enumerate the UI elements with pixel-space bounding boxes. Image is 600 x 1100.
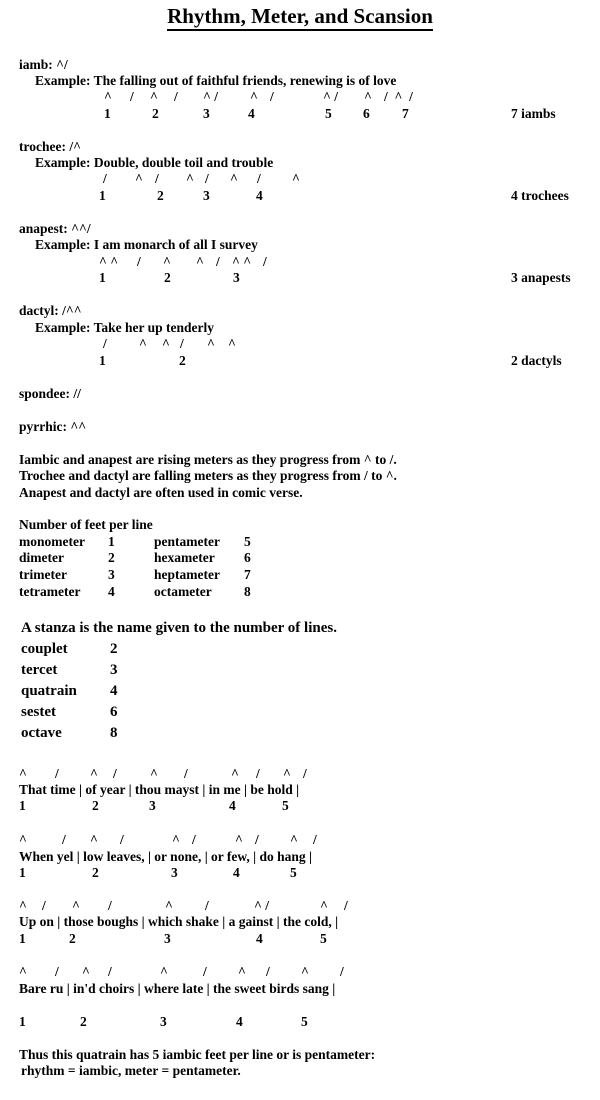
foot-number: 2 [80, 1014, 87, 1029]
foot-number: 3 [171, 865, 178, 880]
stress-mark: ^ [150, 766, 158, 781]
page-title-text: Rhythm, Meter, and Scansion [167, 4, 433, 31]
stress-mark: ^ [231, 766, 239, 781]
conclusion-line-2: rhythm = iambic, meter = pentameter. [21, 1063, 241, 1078]
meter-feet-count: 3 [108, 567, 115, 582]
foot-number: 2 [92, 865, 99, 880]
dactyl-example: Example: Take her up tenderly [35, 320, 215, 335]
stress-mark: / [256, 766, 260, 781]
stress-mark: / [55, 964, 59, 979]
foot-number: 1 [99, 353, 106, 368]
stress-mark: ^ [320, 898, 328, 913]
stress-mark: ^ [186, 171, 194, 186]
foot-number: 1 [104, 106, 111, 121]
foot-number: 3 [203, 188, 210, 203]
stress-mark: ^ [250, 89, 258, 104]
stress-mark: / [103, 171, 107, 186]
foot-number: 2 [157, 188, 164, 203]
page-title [0, 4, 600, 31]
foot-number: 4 [236, 1014, 243, 1029]
foot-number: 1 [19, 931, 26, 946]
note-comic-verse: Anapest and dactyl are often used in comic verse. [19, 485, 303, 500]
dactyl-definition: dactyl: /^^ [19, 303, 82, 318]
stress-mark: / [108, 964, 112, 979]
stress-mark: / [184, 766, 188, 781]
stress-mark: / [42, 898, 46, 913]
foot-number: 4 [256, 931, 263, 946]
feet-per-line-heading: Number of feet per line [19, 517, 153, 532]
meter-feet-count: 2 [108, 550, 115, 565]
foot-number: 7 [402, 106, 409, 121]
stress-mark: / [205, 898, 209, 913]
stress-mark: ^ [82, 964, 90, 979]
stress-mark: / [270, 89, 274, 104]
foot-number: 4 [248, 106, 255, 121]
stress-mark: ^ [19, 898, 27, 913]
meter-feet-count: 8 [244, 584, 251, 599]
foot-number: 2 [69, 931, 76, 946]
foot-number: 4 [229, 798, 236, 813]
stress-mark: ^ / [323, 89, 338, 104]
scansion-3-line: Up on | those boughs | which shake | a gainst | the cold, | [19, 914, 339, 929]
stress-mark: ^ [238, 964, 246, 979]
stress-mark: ^ / [203, 89, 218, 104]
note-rising-meters: Iambic and anapest are rising meters as they progress from ^ to /. [19, 452, 397, 467]
stress-mark: ^ [150, 89, 158, 104]
trochee-definition: trochee: /^ [19, 139, 81, 154]
foot-number: 3 [164, 931, 171, 946]
foot-number: 5 [320, 931, 327, 946]
foot-number: 2 [179, 353, 186, 368]
meter-name: heptameter [154, 567, 220, 582]
stress-mark: / [255, 832, 259, 847]
stanza-name: couplet [21, 641, 68, 657]
stress-mark: / [120, 832, 124, 847]
stress-mark: ^ [283, 766, 291, 781]
scansion-2-line: When yel | low leaves, | or none, | or few, | do hang | [19, 849, 312, 864]
stress-mark: / [180, 336, 184, 351]
stress-mark: / [263, 254, 267, 269]
foot-number: 3 [233, 270, 240, 285]
stress-mark: ^ [90, 832, 98, 847]
meter-feet-count: 1 [108, 534, 115, 549]
meter-name: dimeter [19, 550, 64, 565]
foot-number: 2 [164, 270, 171, 285]
stress-mark: / [344, 898, 348, 913]
foot-number: 1 [19, 865, 26, 880]
stress-mark: ^ [139, 336, 147, 351]
foot-number: 1 [99, 270, 106, 285]
dactyl-count: 2 dactyls [511, 353, 562, 368]
anapest-definition: anapest: ^^/ [19, 221, 91, 236]
foot-number: 5 [290, 865, 297, 880]
meter-name: hexameter [154, 550, 215, 565]
stress-mark: ^ [172, 832, 180, 847]
stress-mark: ^ [162, 336, 170, 351]
stress-mark: ^ [90, 766, 98, 781]
foot-number: 3 [149, 798, 156, 813]
meter-feet-count: 6 [244, 550, 251, 565]
stress-mark: ^ [290, 832, 298, 847]
foot-number: 6 [363, 106, 370, 121]
stress-mark: ^ [165, 898, 173, 913]
stress-mark: / [137, 254, 141, 269]
stress-mark: ^ [163, 254, 171, 269]
meter-name: octameter [154, 584, 212, 599]
meter-feet-count: 7 [244, 567, 251, 582]
stress-mark: ^ [207, 336, 215, 351]
stress-mark: / [216, 254, 220, 269]
anapest-example: Example: I am monarch of all I survey [35, 237, 258, 252]
stress-mark: / [303, 766, 307, 781]
stress-mark: ^ [364, 89, 372, 104]
stanza-line-count: 8 [110, 725, 118, 741]
stress-mark: ^ [19, 832, 27, 847]
stress-mark: / [130, 89, 134, 104]
foot-number: 5 [282, 798, 289, 813]
foot-number: 2 [92, 798, 99, 813]
stress-mark: / [203, 964, 207, 979]
stress-mark: ^ [160, 964, 168, 979]
stress-mark: ^ [135, 171, 143, 186]
stanza-line-count: 2 [110, 641, 118, 657]
stanza-heading: A stanza is the name given to the number of lines. [21, 620, 337, 636]
anapest-count: 3 anapests [511, 270, 571, 285]
stress-mark: / [205, 171, 209, 186]
stress-mark: ^ ^ [232, 254, 252, 269]
iamb-example: Example: The falling out of faithful friends, renewing is of love [35, 73, 397, 88]
meter-feet-count: 5 [244, 534, 251, 549]
conclusion-line-1: Thus this quatrain has 5 iambic feet per line or is pentameter: [19, 1047, 376, 1062]
stanza-line-count: 6 [110, 704, 118, 720]
foot-number: 4 [256, 188, 263, 203]
foot-number: 1 [19, 798, 26, 813]
meter-feet-count: 4 [108, 584, 115, 599]
stress-mark: ^ ^ [99, 254, 119, 269]
stress-mark: / [113, 766, 117, 781]
stanza-line-count: 3 [110, 662, 118, 678]
stress-mark: / [257, 171, 261, 186]
note-falling-meters: Trochee and dactyl are falling meters as they progress from / to ^. [19, 468, 397, 483]
meter-name: pentameter [154, 534, 220, 549]
iamb-count: 7 iambs [511, 106, 556, 121]
trochee-example: Example: Double, double toil and trouble [35, 155, 274, 170]
stress-mark: ^ [104, 89, 112, 104]
foot-number: 4 [233, 865, 240, 880]
meter-name: trimeter [19, 567, 67, 582]
stress-mark: / [174, 89, 178, 104]
pyrrhic-definition: pyrrhic: ^^ [19, 419, 87, 434]
iamb-definition: iamb: ^/ [19, 57, 68, 72]
stress-mark: ^ [230, 171, 238, 186]
stanza-name: octave [21, 725, 62, 741]
stress-mark: ^ [235, 832, 243, 847]
trochee-count: 4 trochees [511, 188, 569, 203]
stress-mark: / [192, 832, 196, 847]
foot-number: 3 [203, 106, 210, 121]
stress-mark: ^ [72, 898, 80, 913]
stress-mark: / ^ / [384, 89, 413, 104]
foot-number: 5 [301, 1014, 308, 1029]
scansion-4-line: Bare ru | in'd choirs | where late | the sweet birds sang | [19, 981, 336, 996]
spondee-definition: spondee: // [19, 386, 81, 401]
meter-name: tetrameter [19, 584, 81, 599]
stress-mark: ^ [19, 766, 27, 781]
stanza-name: tercet [21, 662, 58, 678]
stress-mark: ^ [196, 254, 204, 269]
stress-mark: / [266, 964, 270, 979]
stress-mark: ^ [19, 964, 27, 979]
stress-mark: ^ [292, 171, 300, 186]
foot-number: 1 [19, 1014, 26, 1029]
meter-name: monometer [19, 534, 85, 549]
stress-mark: / [108, 898, 112, 913]
stanza-name: quatrain [21, 683, 77, 699]
stanza-name: sestet [21, 704, 56, 720]
foot-number: 5 [325, 106, 332, 121]
stress-mark: / [155, 171, 159, 186]
foot-number: 2 [152, 106, 159, 121]
stress-mark: / [103, 336, 107, 351]
stress-mark: ^ [301, 964, 309, 979]
stress-mark: / [340, 964, 344, 979]
foot-number: 3 [160, 1014, 167, 1029]
stanza-line-count: 4 [110, 683, 118, 699]
stress-mark: ^ [228, 336, 236, 351]
foot-number: 1 [99, 188, 106, 203]
stress-mark: / [62, 832, 66, 847]
stress-mark: / [55, 766, 59, 781]
stress-mark: ^ / [254, 898, 269, 913]
scansion-1-line: That time | of year | thou mayst | in me | be hold | [19, 782, 300, 797]
stress-mark: / [313, 832, 317, 847]
